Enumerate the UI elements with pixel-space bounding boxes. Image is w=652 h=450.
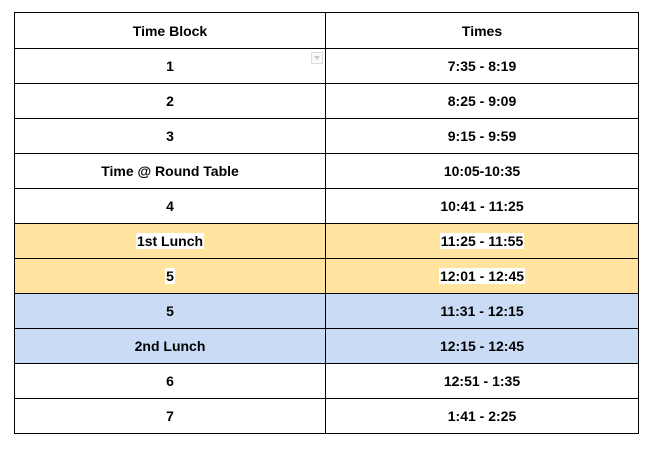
time-block-label: 5 bbox=[166, 303, 174, 319]
schedule-table bbox=[14, 12, 639, 434]
header-time-block[interactable]: Time Block bbox=[15, 13, 326, 49]
time-range-cell[interactable] bbox=[326, 119, 639, 154]
time-range-label: 10:41 - 11:25 bbox=[440, 198, 524, 214]
table-row bbox=[15, 49, 639, 84]
time-block-label: 7 bbox=[166, 408, 174, 424]
table-row bbox=[15, 259, 639, 294]
time-block-cell[interactable] bbox=[15, 329, 326, 364]
time-block-cell[interactable] bbox=[15, 259, 326, 294]
time-range-label: 11:25 - 11:55 bbox=[440, 233, 524, 249]
table-row bbox=[15, 294, 639, 329]
time-block-cell[interactable] bbox=[15, 364, 326, 399]
time-range-label: 7:35 - 8:19 bbox=[447, 58, 517, 74]
time-block-label: 2nd Lunch bbox=[134, 338, 206, 354]
time-block-label: 6 bbox=[166, 373, 174, 389]
time-block-cell[interactable] bbox=[15, 189, 326, 224]
time-block-label: 1st Lunch bbox=[136, 233, 204, 249]
time-block-label: Time @ Round Table bbox=[101, 163, 239, 179]
time-range-label: 8:25 - 9:09 bbox=[447, 93, 517, 109]
time-block-cell[interactable] bbox=[15, 399, 326, 434]
time-range-cell[interactable] bbox=[326, 294, 639, 329]
time-range-cell[interactable] bbox=[326, 189, 639, 224]
table-row bbox=[15, 224, 639, 259]
header-times[interactable]: Times bbox=[326, 13, 639, 49]
time-block-cell[interactable] bbox=[15, 119, 326, 154]
time-block-label: 3 bbox=[166, 128, 174, 144]
time-range-label: 12:15 - 12:45 bbox=[439, 338, 525, 354]
time-block-cell[interactable] bbox=[15, 294, 326, 329]
time-range-label: 12:51 - 1:35 bbox=[443, 373, 521, 389]
table-row bbox=[15, 364, 639, 399]
filter-dropdown-icon[interactable] bbox=[311, 52, 323, 64]
time-range-label: 1:41 - 2:25 bbox=[447, 408, 517, 424]
table-row bbox=[15, 329, 639, 364]
table-row bbox=[15, 399, 639, 434]
time-range-cell[interactable] bbox=[326, 329, 639, 364]
time-range-cell[interactable] bbox=[326, 364, 639, 399]
time-block-label: 1 bbox=[166, 58, 174, 74]
time-block-cell[interactable] bbox=[15, 84, 326, 119]
time-range-cell[interactable] bbox=[326, 399, 639, 434]
header-row bbox=[15, 13, 639, 49]
time-range-cell[interactable] bbox=[326, 84, 639, 119]
table-body bbox=[15, 49, 639, 434]
time-block-cell[interactable] bbox=[15, 49, 326, 84]
table-row bbox=[15, 84, 639, 119]
table-row bbox=[15, 189, 639, 224]
time-block-cell[interactable] bbox=[15, 224, 326, 259]
time-block-cell[interactable] bbox=[15, 154, 326, 189]
table-row bbox=[15, 154, 639, 189]
time-range-label: 10:05-10:35 bbox=[443, 163, 521, 179]
time-range-label: 12:01 - 12:45 bbox=[439, 268, 525, 284]
time-range-cell[interactable] bbox=[326, 154, 639, 189]
time-range-cell[interactable] bbox=[326, 259, 639, 294]
time-range-label: 9:15 - 9:59 bbox=[447, 128, 517, 144]
time-range-cell[interactable] bbox=[326, 224, 639, 259]
table-row bbox=[15, 119, 639, 154]
time-block-label: 4 bbox=[166, 198, 174, 214]
time-range-label: 11:31 - 12:15 bbox=[440, 303, 524, 319]
time-range-cell[interactable] bbox=[326, 49, 639, 84]
time-block-label: 5 bbox=[166, 268, 174, 284]
time-block-label: 2 bbox=[166, 93, 174, 109]
